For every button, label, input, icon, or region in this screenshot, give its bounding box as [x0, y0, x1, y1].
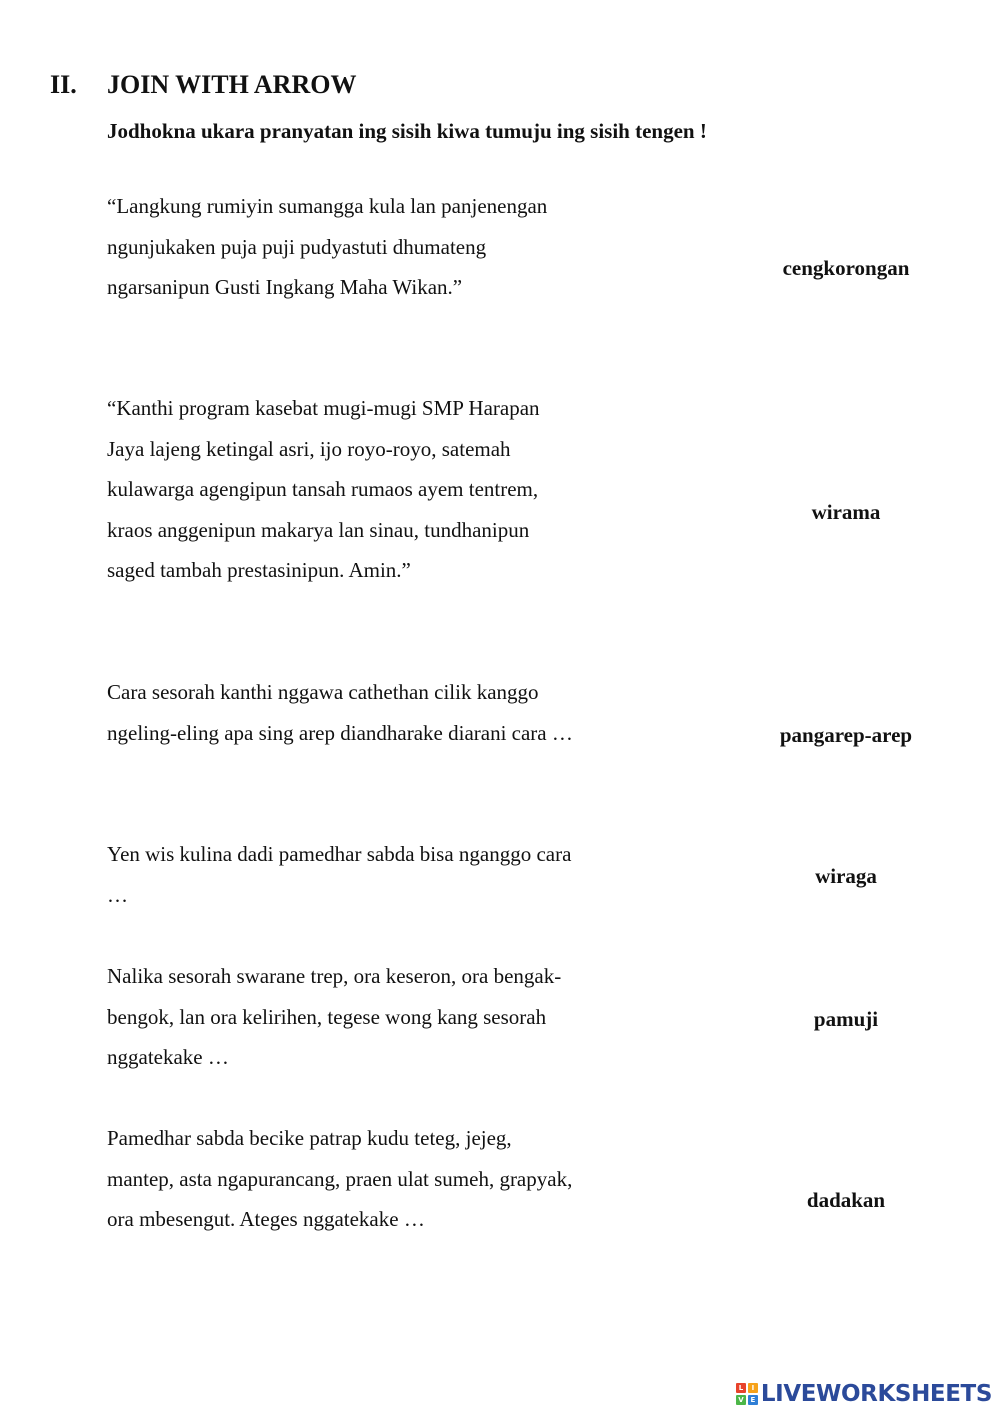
- question-item: Nalika sesorah swarane trep, ora keseron, ora bengak-bengok, lan ora kelirihen, tegese wong kang sesorah nggatekake …: [107, 964, 562, 1070]
- liveworksheets-logo-icon: [736, 1383, 758, 1405]
- question-item: “Kanthi program kasebat mugi-mugi SMP Harapan Jaya lajeng ketingal asri, ijo royo-royo, satemah kulawarga agengipun tansah rumaos ayem tentrem, kraos anggenipun makarya lan sinau, tundhanipun saged tambah prestasinipun. Amin.”: [107, 396, 540, 583]
- brand-name: LIVEWORKSHEETS: [760, 1381, 992, 1407]
- question-item: Yen wis kulina dadi pamedhar sabda bisa nganggo cara …: [107, 842, 572, 907]
- logo-tile: I: [748, 1383, 758, 1393]
- question-item: “Langkung rumiyin sumangga kula lan panjenengan ngunjukaken puja puji pudyastuti dhumateng ngarsanipun Gusti Ingkang Maha Wikan.”: [107, 194, 548, 300]
- instruction-text: Jodhokna ukara pranyatan ing sisih kiwa tumuju ing sisih tengen !: [107, 119, 707, 143]
- answer-wiraga[interactable]: wiraga: [815, 864, 877, 888]
- logo-tile: E: [748, 1395, 758, 1405]
- answer-dadakan[interactable]: dadakan: [806, 1188, 886, 1212]
- answer-pangarep-arep[interactable]: pangarep-arep: [779, 723, 913, 747]
- section-number: II.: [50, 70, 77, 99]
- logo-tile: L: [736, 1383, 746, 1393]
- answer-cengkorongan[interactable]: cengkorongan: [782, 256, 910, 280]
- section-title: JOIN WITH ARROW: [107, 70, 357, 99]
- answer-pamuji[interactable]: pamuji: [813, 1007, 879, 1031]
- logo-tile: V: [736, 1395, 746, 1405]
- question-item: Pamedhar sabda becike patrap kudu teteg, jejeg, mantep, asta ngapurancang, praen ulat sumeh, grapyak, ora mbesengut. Ateges nggatekake …: [107, 1126, 573, 1232]
- question-item: Cara sesorah kanthi nggawa cathethan cilik kanggo ngeling-eling apa sing arep diandharake diarani cara …: [107, 680, 573, 745]
- answer-wirama[interactable]: wirama: [811, 500, 881, 524]
- liveworksheets-brand: [736, 1376, 992, 1412]
